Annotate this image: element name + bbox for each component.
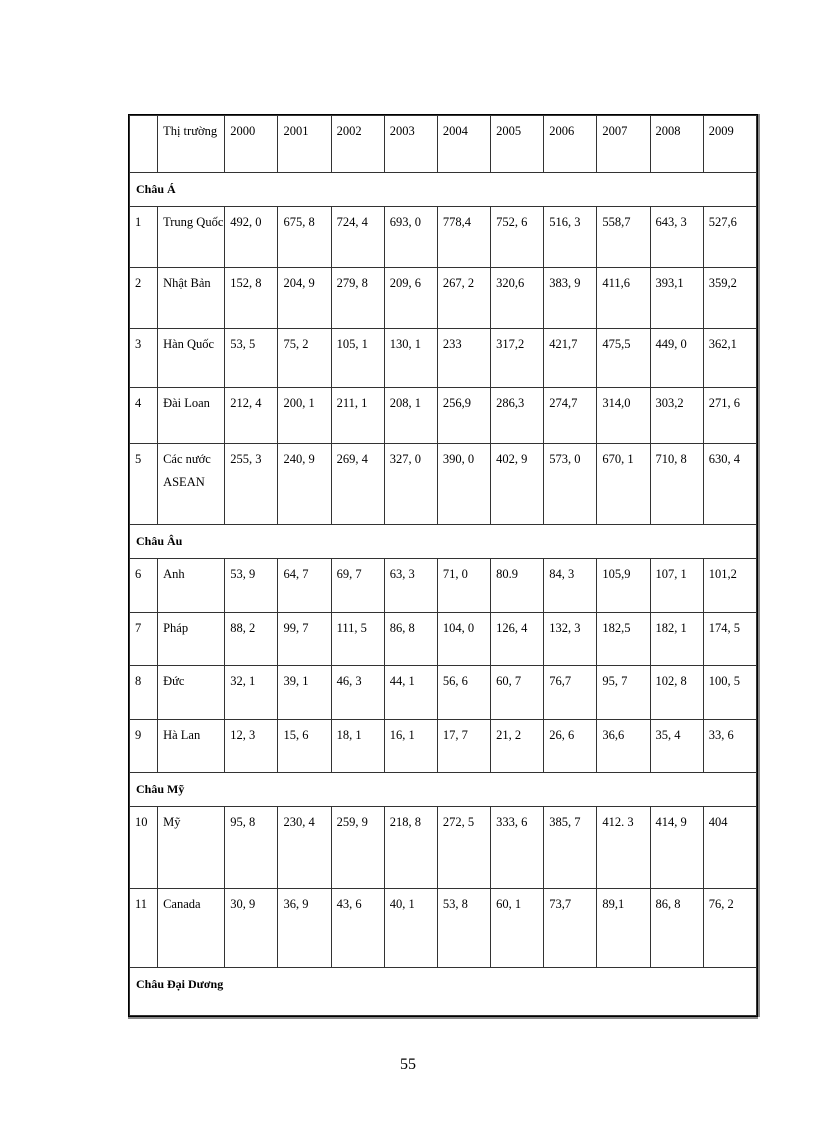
section-title: Châu Á xyxy=(130,173,757,207)
value-cell: 76, 2 xyxy=(703,889,756,968)
value-cell: 256,9 xyxy=(437,388,490,444)
value-cell: 693, 0 xyxy=(384,207,437,268)
table-row xyxy=(130,666,757,720)
value-cell: 359,2 xyxy=(703,268,756,329)
value-cell: 393,1 xyxy=(650,268,703,329)
value-cell: 107, 1 xyxy=(650,559,703,613)
value-cell: 327, 0 xyxy=(384,444,437,525)
value-cell: 174, 5 xyxy=(703,613,756,666)
value-cell: 80.9 xyxy=(491,559,544,613)
section-row xyxy=(130,773,757,807)
table-row xyxy=(130,613,757,666)
value-cell: 17, 7 xyxy=(437,720,490,773)
header-market-cell: Thị trường xyxy=(158,116,225,173)
value-cell: 95, 7 xyxy=(597,666,650,720)
value-cell: 333, 6 xyxy=(491,807,544,889)
value-cell: 60, 1 xyxy=(491,889,544,968)
market-name: Mỹ xyxy=(158,807,225,889)
value-cell: 320,6 xyxy=(491,268,544,329)
value-cell: 53, 9 xyxy=(225,559,278,613)
value-cell: 411,6 xyxy=(597,268,650,329)
value-cell: 778,4 xyxy=(437,207,490,268)
value-cell: 303,2 xyxy=(650,388,703,444)
row-number: 2 xyxy=(130,268,158,329)
value-cell: 390, 0 xyxy=(437,444,490,525)
value-cell: 73,7 xyxy=(544,889,597,968)
market-name: Anh xyxy=(158,559,225,613)
table-row xyxy=(130,807,757,889)
value-cell: 259, 9 xyxy=(331,807,384,889)
value-cell: 105, 1 xyxy=(331,329,384,388)
value-cell: 414, 9 xyxy=(650,807,703,889)
value-cell: 385, 7 xyxy=(544,807,597,889)
value-cell: 516, 3 xyxy=(544,207,597,268)
value-cell: 710, 8 xyxy=(650,444,703,525)
value-cell: 675, 8 xyxy=(278,207,331,268)
value-cell: 130, 1 xyxy=(384,329,437,388)
market-name: Hà Lan xyxy=(158,720,225,773)
header-year-cell: 2008 xyxy=(650,116,703,173)
value-cell: 527,6 xyxy=(703,207,756,268)
value-cell: 39, 1 xyxy=(278,666,331,720)
section-title: Châu Mỹ xyxy=(130,773,757,807)
value-cell: 95, 8 xyxy=(225,807,278,889)
value-cell: 208, 1 xyxy=(384,388,437,444)
value-cell: 402, 9 xyxy=(491,444,544,525)
value-cell: 752, 6 xyxy=(491,207,544,268)
value-cell: 670, 1 xyxy=(597,444,650,525)
value-cell: 63, 3 xyxy=(384,559,437,613)
value-cell: 212, 4 xyxy=(225,388,278,444)
market-name: Trung Quốc xyxy=(158,207,225,268)
value-cell: 43, 6 xyxy=(331,889,384,968)
value-cell: 33, 6 xyxy=(703,720,756,773)
value-cell: 99, 7 xyxy=(278,613,331,666)
header-year-cell: 2007 xyxy=(597,116,650,173)
header-year-cell: 2006 xyxy=(544,116,597,173)
row-number: 10 xyxy=(130,807,158,889)
row-number: 8 xyxy=(130,666,158,720)
market-name: Nhật Bản xyxy=(158,268,225,329)
value-cell: 152, 8 xyxy=(225,268,278,329)
value-cell: 30, 9 xyxy=(225,889,278,968)
value-cell: 643, 3 xyxy=(650,207,703,268)
value-cell: 40, 1 xyxy=(384,889,437,968)
value-cell: 86, 8 xyxy=(650,889,703,968)
value-cell: 724, 4 xyxy=(331,207,384,268)
value-cell: 132, 3 xyxy=(544,613,597,666)
value-cell: 362,1 xyxy=(703,329,756,388)
value-cell: 204, 9 xyxy=(278,268,331,329)
section-row xyxy=(130,525,757,559)
value-cell: 105,9 xyxy=(597,559,650,613)
value-cell: 200, 1 xyxy=(278,388,331,444)
value-cell: 314,0 xyxy=(597,388,650,444)
table-row xyxy=(130,559,757,613)
value-cell: 44, 1 xyxy=(384,666,437,720)
value-cell: 88, 2 xyxy=(225,613,278,666)
market-name: Đài Loan xyxy=(158,388,225,444)
value-cell: 573, 0 xyxy=(544,444,597,525)
value-cell: 60, 7 xyxy=(491,666,544,720)
value-cell: 102, 8 xyxy=(650,666,703,720)
value-cell: 233 xyxy=(437,329,490,388)
section-row xyxy=(130,968,757,1016)
value-cell: 449, 0 xyxy=(650,329,703,388)
value-cell: 267, 2 xyxy=(437,268,490,329)
value-cell: 230, 4 xyxy=(278,807,331,889)
table-row xyxy=(130,444,757,525)
row-number: 4 xyxy=(130,388,158,444)
table-row xyxy=(130,720,757,773)
value-cell: 286,3 xyxy=(491,388,544,444)
value-cell: 274,7 xyxy=(544,388,597,444)
value-cell: 53, 5 xyxy=(225,329,278,388)
value-cell: 421,7 xyxy=(544,329,597,388)
value-cell: 36, 9 xyxy=(278,889,331,968)
value-cell: 279, 8 xyxy=(331,268,384,329)
market-name: Pháp xyxy=(158,613,225,666)
value-cell: 18, 1 xyxy=(331,720,384,773)
value-cell: 492, 0 xyxy=(225,207,278,268)
value-cell: 271, 6 xyxy=(703,388,756,444)
value-cell: 71, 0 xyxy=(437,559,490,613)
row-number: 6 xyxy=(130,559,158,613)
value-cell: 69, 7 xyxy=(331,559,384,613)
row-number: 1 xyxy=(130,207,158,268)
value-cell: 76,7 xyxy=(544,666,597,720)
value-cell: 182, 1 xyxy=(650,613,703,666)
value-cell: 111, 5 xyxy=(331,613,384,666)
value-cell: 16, 1 xyxy=(384,720,437,773)
row-number: 7 xyxy=(130,613,158,666)
table-row xyxy=(130,207,757,268)
value-cell: 209, 6 xyxy=(384,268,437,329)
value-cell: 53, 8 xyxy=(437,889,490,968)
value-cell: 15, 6 xyxy=(278,720,331,773)
row-number: 11 xyxy=(130,889,158,968)
value-cell: 101,2 xyxy=(703,559,756,613)
header-no-cell xyxy=(130,116,158,173)
section-title: Châu Đại Dương xyxy=(130,968,757,1016)
header-year-cell: 2000 xyxy=(225,116,278,173)
page-number: 55 xyxy=(400,1056,416,1073)
header-year-cell: 2002 xyxy=(331,116,384,173)
market-name: Hàn Quốc xyxy=(158,329,225,388)
value-cell: 211, 1 xyxy=(331,388,384,444)
value-cell: 100, 5 xyxy=(703,666,756,720)
market-name: Các nước ASEAN xyxy=(158,444,225,525)
header-year-cell: 2004 xyxy=(437,116,490,173)
value-cell: 317,2 xyxy=(491,329,544,388)
header-row xyxy=(130,116,757,173)
value-cell: 475,5 xyxy=(597,329,650,388)
value-cell: 269, 4 xyxy=(331,444,384,525)
value-cell: 75, 2 xyxy=(278,329,331,388)
value-cell: 21, 2 xyxy=(491,720,544,773)
value-cell: 182,5 xyxy=(597,613,650,666)
value-cell: 383, 9 xyxy=(544,268,597,329)
value-cell: 56, 6 xyxy=(437,666,490,720)
row-number: 5 xyxy=(130,444,158,525)
value-cell: 89,1 xyxy=(597,889,650,968)
market-name: Canada xyxy=(158,889,225,968)
value-cell: 46, 3 xyxy=(331,666,384,720)
header-year-cell: 2003 xyxy=(384,116,437,173)
header-year-cell: 2005 xyxy=(491,116,544,173)
value-cell: 404 xyxy=(703,807,756,889)
value-cell: 12, 3 xyxy=(225,720,278,773)
value-cell: 630, 4 xyxy=(703,444,756,525)
table-row xyxy=(130,388,757,444)
section-title: Châu Âu xyxy=(130,525,757,559)
section-row xyxy=(130,173,757,207)
value-cell: 86, 8 xyxy=(384,613,437,666)
value-cell: 272, 5 xyxy=(437,807,490,889)
market-name: Đức xyxy=(158,666,225,720)
table-row xyxy=(130,889,757,968)
value-cell: 412. 3 xyxy=(597,807,650,889)
market-table-body xyxy=(130,116,757,1016)
table-row xyxy=(130,329,757,388)
value-cell: 64, 7 xyxy=(278,559,331,613)
value-cell: 26, 6 xyxy=(544,720,597,773)
row-number: 3 xyxy=(130,329,158,388)
value-cell: 36,6 xyxy=(597,720,650,773)
value-cell: 35, 4 xyxy=(650,720,703,773)
row-number: 9 xyxy=(130,720,158,773)
value-cell: 218, 8 xyxy=(384,807,437,889)
header-year-cell: 2009 xyxy=(703,116,756,173)
table-row xyxy=(130,268,757,329)
market-table-container xyxy=(128,114,758,1017)
value-cell: 240, 9 xyxy=(278,444,331,525)
value-cell: 126, 4 xyxy=(491,613,544,666)
market-table xyxy=(129,115,757,1016)
value-cell: 558,7 xyxy=(597,207,650,268)
value-cell: 104, 0 xyxy=(437,613,490,666)
header-year-cell: 2001 xyxy=(278,116,331,173)
value-cell: 32, 1 xyxy=(225,666,278,720)
value-cell: 84, 3 xyxy=(544,559,597,613)
value-cell: 255, 3 xyxy=(225,444,278,525)
